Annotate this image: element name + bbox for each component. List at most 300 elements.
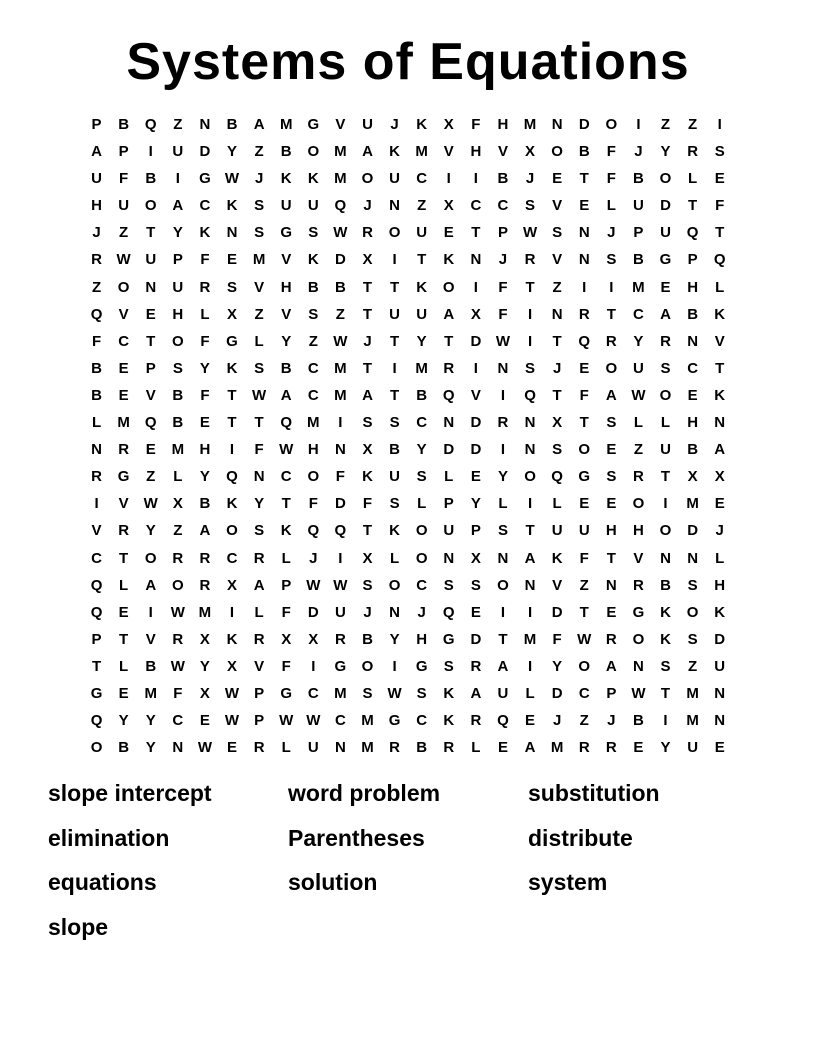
grid-letter[interactable]: B [145, 657, 157, 675]
grid-letter[interactable]: S [254, 197, 265, 215]
grid-letter[interactable]: X [714, 468, 725, 486]
grid-letter[interactable]: J [715, 522, 724, 540]
grid-letter[interactable]: I [392, 657, 397, 675]
grid-letter[interactable]: A [362, 143, 373, 161]
grid-letter[interactable]: T [362, 305, 373, 323]
grid-letter[interactable]: F [579, 549, 589, 567]
grid-letter[interactable]: T [91, 657, 102, 675]
grid-letter[interactable]: A [714, 441, 726, 459]
grid-letter[interactable]: F [362, 495, 373, 513]
grid-letter[interactable]: P [91, 116, 102, 133]
grid-letter[interactable]: B [633, 712, 644, 730]
grid-letter[interactable]: F [335, 468, 345, 486]
grid-letter[interactable]: O [551, 143, 563, 161]
grid-letter[interactable]: Y [227, 143, 238, 161]
grid-letter[interactable]: J [552, 712, 562, 730]
grid-letter[interactable]: I [392, 251, 397, 269]
grid-letter[interactable]: S [416, 468, 427, 486]
grid-letter[interactable]: R [660, 332, 671, 350]
grid-letter[interactable]: N [199, 116, 211, 133]
grid-letter[interactable]: E [145, 441, 156, 459]
grid-letter[interactable]: H [91, 197, 102, 215]
grid-letter[interactable]: Z [633, 441, 643, 459]
grid-letter[interactable]: R [389, 739, 400, 757]
grid-letter[interactable]: W [306, 712, 321, 730]
grid-letter[interactable]: L [715, 549, 725, 567]
grid-letter[interactable]: A [145, 576, 157, 594]
grid-letter[interactable]: F [606, 143, 616, 161]
grid-letter[interactable]: L [389, 549, 400, 567]
grid-letter[interactable]: Z [335, 305, 345, 323]
grid-letter[interactable]: U [334, 603, 346, 621]
grid-letter[interactable]: Q [334, 197, 347, 215]
grid-letter[interactable]: S [687, 576, 698, 594]
grid-letter[interactable]: B [226, 116, 238, 133]
grid-letter[interactable]: H [714, 576, 726, 594]
grid-letter[interactable]: T [146, 332, 156, 350]
grid-letter[interactable]: C [497, 197, 509, 215]
grid-letter[interactable]: N [551, 116, 563, 133]
grid-letter[interactable]: T [606, 305, 616, 323]
grid-letter[interactable]: Q [442, 386, 455, 404]
grid-letter[interactable]: N [687, 549, 699, 567]
grid-letter[interactable]: G [199, 170, 211, 188]
grid-letter[interactable]: L [254, 332, 264, 350]
grid-letter[interactable]: T [660, 684, 671, 702]
grid-letter[interactable]: C [307, 359, 319, 377]
grid-letter[interactable]: O [117, 278, 130, 296]
grid-letter[interactable]: M [686, 712, 699, 730]
grid-letter[interactable]: O [361, 657, 374, 675]
grid-letter[interactable]: G [334, 657, 347, 675]
grid-letter[interactable]: U [660, 441, 671, 459]
grid-letter[interactable]: I [338, 414, 343, 432]
grid-letter[interactable]: U [91, 170, 102, 188]
grid-letter[interactable]: I [663, 495, 668, 513]
grid-letter[interactable]: Y [145, 522, 156, 540]
grid-letter[interactable]: K [389, 143, 400, 161]
grid-letter[interactable]: N [524, 441, 536, 459]
grid-letter[interactable]: T [579, 414, 589, 432]
grid-letter[interactable]: U [660, 224, 671, 242]
grid-letter[interactable]: C [416, 170, 428, 188]
grid-letter[interactable]: N [524, 414, 536, 432]
grid-letter[interactable]: I [527, 657, 533, 675]
grid-letter[interactable]: T [579, 603, 589, 621]
grid-letter[interactable]: B [118, 739, 130, 757]
grid-letter[interactable]: I [148, 603, 153, 621]
grid-letter[interactable]: N [714, 712, 726, 730]
grid-letter[interactable]: W [306, 576, 321, 594]
grid-letter[interactable]: F [281, 603, 291, 621]
grid-letter[interactable]: C [280, 468, 292, 486]
grid-letter[interactable]: T [389, 332, 400, 350]
grid-letter[interactable]: O [171, 332, 184, 350]
grid-letter[interactable]: W [333, 576, 348, 594]
grid-letter[interactable]: W [170, 657, 185, 675]
grid-letter[interactable]: I [717, 116, 722, 133]
grid-letter[interactable]: Z [688, 116, 698, 133]
grid-letter[interactable]: W [224, 684, 240, 702]
grid-letter[interactable]: F [552, 630, 562, 648]
grid-letter[interactable]: B [416, 386, 428, 404]
grid-letter[interactable]: R [605, 630, 617, 648]
grid-letter[interactable]: U [633, 197, 644, 215]
grid-letter[interactable]: Q [144, 116, 157, 133]
grid-letter[interactable]: I [609, 278, 614, 296]
grid-letter[interactable]: N [389, 197, 400, 215]
grid-letter[interactable]: U [280, 197, 292, 215]
grid-letter[interactable]: E [579, 197, 590, 215]
grid-letter[interactable]: Y [497, 468, 508, 486]
grid-letter[interactable]: M [686, 684, 699, 702]
grid-letter[interactable]: J [363, 332, 372, 350]
grid-letter[interactable]: F [254, 441, 264, 459]
grid-letter[interactable]: O [686, 603, 699, 621]
grid-letter[interactable]: T [715, 224, 725, 242]
grid-letter[interactable]: F [119, 170, 129, 188]
grid-letter[interactable]: Q [442, 603, 455, 621]
grid-letter[interactable]: C [199, 197, 211, 215]
grid-letter[interactable]: M [361, 712, 374, 730]
grid-letter[interactable]: Y [281, 332, 292, 350]
grid-letter[interactable]: Q [713, 251, 726, 269]
grid-letter[interactable]: C [226, 549, 238, 567]
grid-letter[interactable]: P [172, 251, 183, 269]
grid-letter[interactable]: C [91, 549, 102, 567]
grid-letter[interactable]: Z [254, 305, 264, 323]
grid-letter[interactable]: L [254, 603, 264, 621]
grid-letter[interactable]: J [634, 143, 643, 161]
grid-letter[interactable]: B [307, 278, 319, 296]
grid-letter[interactable]: Z [308, 332, 318, 350]
grid-letter[interactable]: Y [172, 224, 183, 242]
grid-letter[interactable]: R [605, 739, 617, 757]
grid-letter[interactable]: W [116, 251, 131, 269]
grid-letter[interactable]: P [145, 359, 156, 377]
grid-letter[interactable]: M [523, 116, 537, 133]
grid-letter[interactable]: F [579, 386, 589, 404]
grid-letter[interactable]: R [524, 251, 536, 269]
grid-letter[interactable]: M [415, 359, 428, 377]
grid-letter[interactable]: B [633, 170, 644, 188]
grid-letter[interactable]: E [687, 386, 698, 404]
grid-letter[interactable]: L [498, 495, 508, 513]
grid-letter[interactable]: E [714, 739, 725, 757]
grid-letter[interactable]: R [633, 576, 644, 594]
grid-letter[interactable]: C [172, 712, 184, 730]
grid-letter[interactable]: E [606, 495, 617, 513]
grid-letter[interactable]: Y [199, 468, 210, 486]
grid-letter[interactable]: K [714, 305, 726, 323]
grid-letter[interactable]: N [470, 251, 482, 269]
grid-letter[interactable]: W [252, 386, 267, 404]
grid-letter[interactable]: F [715, 197, 725, 215]
grid-letter[interactable]: N [714, 414, 726, 432]
grid-letter[interactable]: H [470, 143, 482, 161]
grid-letter[interactable]: I [473, 359, 478, 377]
grid-letter[interactable]: X [443, 197, 454, 215]
grid-letter[interactable]: B [334, 278, 346, 296]
grid-letter[interactable]: K [226, 495, 238, 513]
grid-letter[interactable]: T [525, 278, 535, 296]
grid-letter[interactable]: K [362, 468, 373, 486]
grid-letter[interactable]: S [470, 576, 481, 594]
grid-letter[interactable]: S [552, 224, 563, 242]
grid-letter[interactable]: Z [688, 657, 698, 675]
grid-letter[interactable]: W [631, 684, 646, 702]
grid-letter[interactable]: Z [173, 116, 183, 133]
grid-letter[interactable]: K [226, 197, 238, 215]
grid-letter[interactable]: V [633, 549, 644, 567]
grid-letter[interactable]: U [362, 116, 373, 133]
grid-letter[interactable]: B [362, 630, 373, 648]
grid-letter[interactable]: U [687, 739, 699, 757]
grid-letter[interactable]: Q [144, 414, 157, 432]
grid-letter[interactable]: L [173, 468, 183, 486]
grid-letter[interactable]: S [525, 197, 536, 215]
grid-letter[interactable]: X [199, 684, 210, 702]
grid-letter[interactable]: T [281, 495, 291, 513]
grid-letter[interactable]: I [500, 441, 506, 459]
grid-letter[interactable]: C [334, 712, 346, 730]
grid-letter[interactable]: X [172, 495, 183, 513]
grid-letter[interactable]: L [281, 739, 291, 757]
grid-letter[interactable]: M [171, 441, 185, 459]
grid-letter[interactable]: J [417, 603, 426, 621]
grid-letter[interactable]: R [633, 468, 644, 486]
grid-letter[interactable]: B [280, 143, 292, 161]
grid-letter[interactable]: H [687, 278, 699, 296]
grid-letter[interactable]: K [443, 251, 455, 269]
grid-letter[interactable]: H [497, 116, 509, 133]
grid-letter[interactable]: Z [254, 143, 264, 161]
grid-letter[interactable]: T [254, 414, 264, 432]
grid-letter[interactable]: D [307, 603, 319, 621]
grid-letter[interactable]: O [361, 170, 374, 188]
grid-letter[interactable]: X [227, 305, 238, 323]
grid-letter[interactable]: E [633, 739, 644, 757]
grid-letter[interactable]: O [307, 468, 320, 486]
grid-letter[interactable]: O [578, 657, 591, 675]
grid-letter[interactable]: R [578, 739, 590, 757]
grid-letter[interactable]: T [498, 630, 508, 648]
grid-letter[interactable]: I [527, 332, 533, 350]
grid-letter[interactable]: P [118, 143, 129, 161]
grid-letter[interactable]: M [415, 143, 428, 161]
grid-letter[interactable]: Z [173, 522, 183, 540]
grid-letter[interactable]: K [307, 251, 319, 269]
grid-letter[interactable]: F [200, 332, 210, 350]
grid-letter[interactable]: O [442, 278, 455, 296]
grid-letter[interactable]: R [199, 278, 211, 296]
grid-letter[interactable]: S [362, 414, 373, 432]
grid-letter[interactable]: N [578, 251, 590, 269]
grid-letter[interactable]: J [309, 549, 318, 567]
grid-letter[interactable]: X [362, 549, 373, 567]
grid-letter[interactable]: V [552, 197, 563, 215]
grid-letter[interactable]: E [579, 359, 590, 377]
grid-letter[interactable]: U [389, 170, 400, 188]
grid-letter[interactable]: T [552, 332, 562, 350]
grid-letter[interactable]: T [119, 549, 129, 567]
grid-letter[interactable]: D [470, 332, 482, 350]
grid-letter[interactable]: O [307, 143, 320, 161]
grid-letter[interactable]: R [199, 576, 211, 594]
grid-letter[interactable]: U [307, 739, 319, 757]
grid-letter[interactable]: Z [119, 224, 129, 242]
grid-letter[interactable]: U [307, 197, 319, 215]
grid-letter[interactable]: U [497, 684, 509, 702]
grid-letter[interactable]: T [389, 278, 400, 296]
grid-letter[interactable]: R [118, 441, 130, 459]
grid-letter[interactable]: S [308, 305, 319, 323]
grid-letter[interactable]: T [227, 386, 237, 404]
grid-letter[interactable]: W [577, 630, 592, 648]
grid-letter[interactable]: D [334, 251, 346, 269]
grid-letter[interactable]: Y [416, 332, 427, 350]
grid-letter[interactable]: U [578, 522, 590, 540]
grid-letter[interactable]: N [633, 657, 644, 675]
grid-letter[interactable]: R [578, 305, 590, 323]
grid-letter[interactable]: O [415, 549, 428, 567]
grid-letter[interactable]: T [444, 332, 454, 350]
grid-letter[interactable]: P [254, 712, 265, 730]
grid-letter[interactable]: G [90, 684, 103, 702]
grid-letter[interactable]: M [144, 684, 157, 702]
grid-letter[interactable]: L [471, 739, 481, 757]
grid-letter[interactable]: C [687, 359, 699, 377]
grid-letter[interactable]: W [170, 603, 185, 621]
grid-letter[interactable]: E [118, 603, 129, 621]
grid-letter[interactable]: B [280, 359, 292, 377]
grid-letter[interactable]: X [525, 143, 536, 161]
grid-letter[interactable]: R [443, 739, 455, 757]
grid-letter[interactable]: C [578, 684, 590, 702]
grid-letter[interactable]: O [497, 576, 509, 594]
grid-letter[interactable]: X [687, 468, 698, 486]
grid-letter[interactable]: I [229, 603, 235, 621]
grid-letter[interactable]: D [470, 630, 482, 648]
grid-letter[interactable]: O [578, 441, 591, 459]
grid-letter[interactable]: Y [660, 739, 671, 757]
grid-letter[interactable]: R [172, 630, 184, 648]
grid-letter[interactable]: K [416, 116, 428, 133]
grid-letter[interactable]: L [552, 495, 562, 513]
grid-letter[interactable]: T [119, 630, 129, 648]
grid-letter[interactable]: A [660, 305, 671, 323]
grid-letter[interactable]: K [307, 170, 319, 188]
grid-letter[interactable]: V [714, 332, 725, 350]
grid-letter[interactable]: M [632, 278, 645, 296]
grid-letter[interactable]: Q [226, 468, 238, 486]
grid-letter[interactable]: R [470, 657, 482, 675]
grid-letter[interactable]: F [91, 332, 102, 350]
grid-letter[interactable]: L [281, 549, 291, 567]
grid-letter[interactable]: P [91, 630, 102, 648]
grid-letter[interactable]: D [551, 603, 563, 621]
grid-letter[interactable]: S [606, 468, 617, 486]
grid-letter[interactable]: O [415, 522, 428, 540]
grid-letter[interactable]: M [198, 603, 212, 621]
grid-letter[interactable]: N [443, 414, 455, 432]
grid-letter[interactable]: U [145, 251, 157, 269]
grid-letter[interactable]: I [148, 143, 153, 161]
grid-letter[interactable]: R [443, 359, 455, 377]
grid-letter[interactable]: E [470, 603, 481, 621]
grid-letter[interactable]: U [389, 468, 400, 486]
grid-letter[interactable]: G [388, 712, 401, 730]
grid-letter[interactable]: V [470, 386, 481, 404]
grid-letter[interactable]: E [714, 495, 725, 513]
grid-letter[interactable]: S [254, 522, 265, 540]
grid-letter[interactable]: Y [145, 739, 156, 757]
grid-letter[interactable]: J [363, 603, 372, 621]
grid-letter[interactable]: T [715, 359, 725, 377]
grid-letter[interactable]: B [145, 170, 157, 188]
grid-letter[interactable]: D [199, 143, 211, 161]
grid-letter[interactable]: Z [579, 712, 589, 730]
grid-letter[interactable]: B [497, 170, 509, 188]
grid-letter[interactable]: T [552, 386, 562, 404]
grid-letter[interactable]: L [633, 414, 643, 432]
grid-letter[interactable]: A [253, 116, 265, 133]
grid-letter[interactable]: N [687, 332, 699, 350]
grid-letter[interactable]: B [91, 359, 102, 377]
grid-letter[interactable]: B [199, 495, 211, 513]
grid-letter[interactable]: B [660, 576, 671, 594]
grid-letter[interactable]: S [389, 414, 400, 432]
grid-letter[interactable]: N [660, 549, 671, 567]
grid-letter[interactable]: G [415, 657, 428, 675]
grid-letter[interactable]: F [498, 278, 508, 296]
grid-letter[interactable]: Z [417, 197, 427, 215]
grid-letter[interactable]: W [387, 684, 402, 702]
grid-letter[interactable]: T [389, 386, 400, 404]
grid-letter[interactable]: L [91, 414, 102, 432]
grid-letter[interactable]: P [470, 522, 481, 540]
grid-letter[interactable]: S [552, 441, 563, 459]
grid-letter[interactable]: F [200, 386, 210, 404]
grid-letter[interactable]: V [281, 251, 292, 269]
grid-letter[interactable]: B [687, 441, 699, 459]
grid-letter[interactable]: O [524, 468, 536, 486]
grid-letter[interactable]: R [362, 224, 373, 242]
grid-letter[interactable]: I [500, 603, 506, 621]
grid-letter[interactable]: X [227, 576, 238, 594]
grid-letter[interactable]: N [389, 603, 400, 621]
grid-letter[interactable]: B [389, 441, 400, 459]
grid-letter[interactable]: E [443, 224, 454, 242]
grid-letter[interactable]: C [307, 386, 319, 404]
grid-letter[interactable]: B [633, 251, 644, 269]
grid-letter[interactable]: S [254, 359, 265, 377]
grid-letter[interactable]: D [714, 630, 726, 648]
grid-letter[interactable]: D [660, 197, 671, 215]
grid-letter[interactable]: S [606, 251, 617, 269]
grid-letter[interactable]: R [91, 468, 102, 486]
grid-letter[interactable]: Q [90, 712, 103, 730]
grid-letter[interactable]: Y [416, 441, 427, 459]
grid-letter[interactable]: O [659, 386, 672, 404]
grid-letter[interactable]: K [443, 684, 455, 702]
grid-letter[interactable]: D [443, 441, 455, 459]
grid-letter[interactable]: L [444, 468, 454, 486]
grid-letter[interactable]: J [552, 359, 562, 377]
grid-letter[interactable]: K [226, 359, 238, 377]
grid-letter[interactable]: G [307, 116, 320, 133]
grid-letter[interactable]: R [172, 549, 184, 567]
